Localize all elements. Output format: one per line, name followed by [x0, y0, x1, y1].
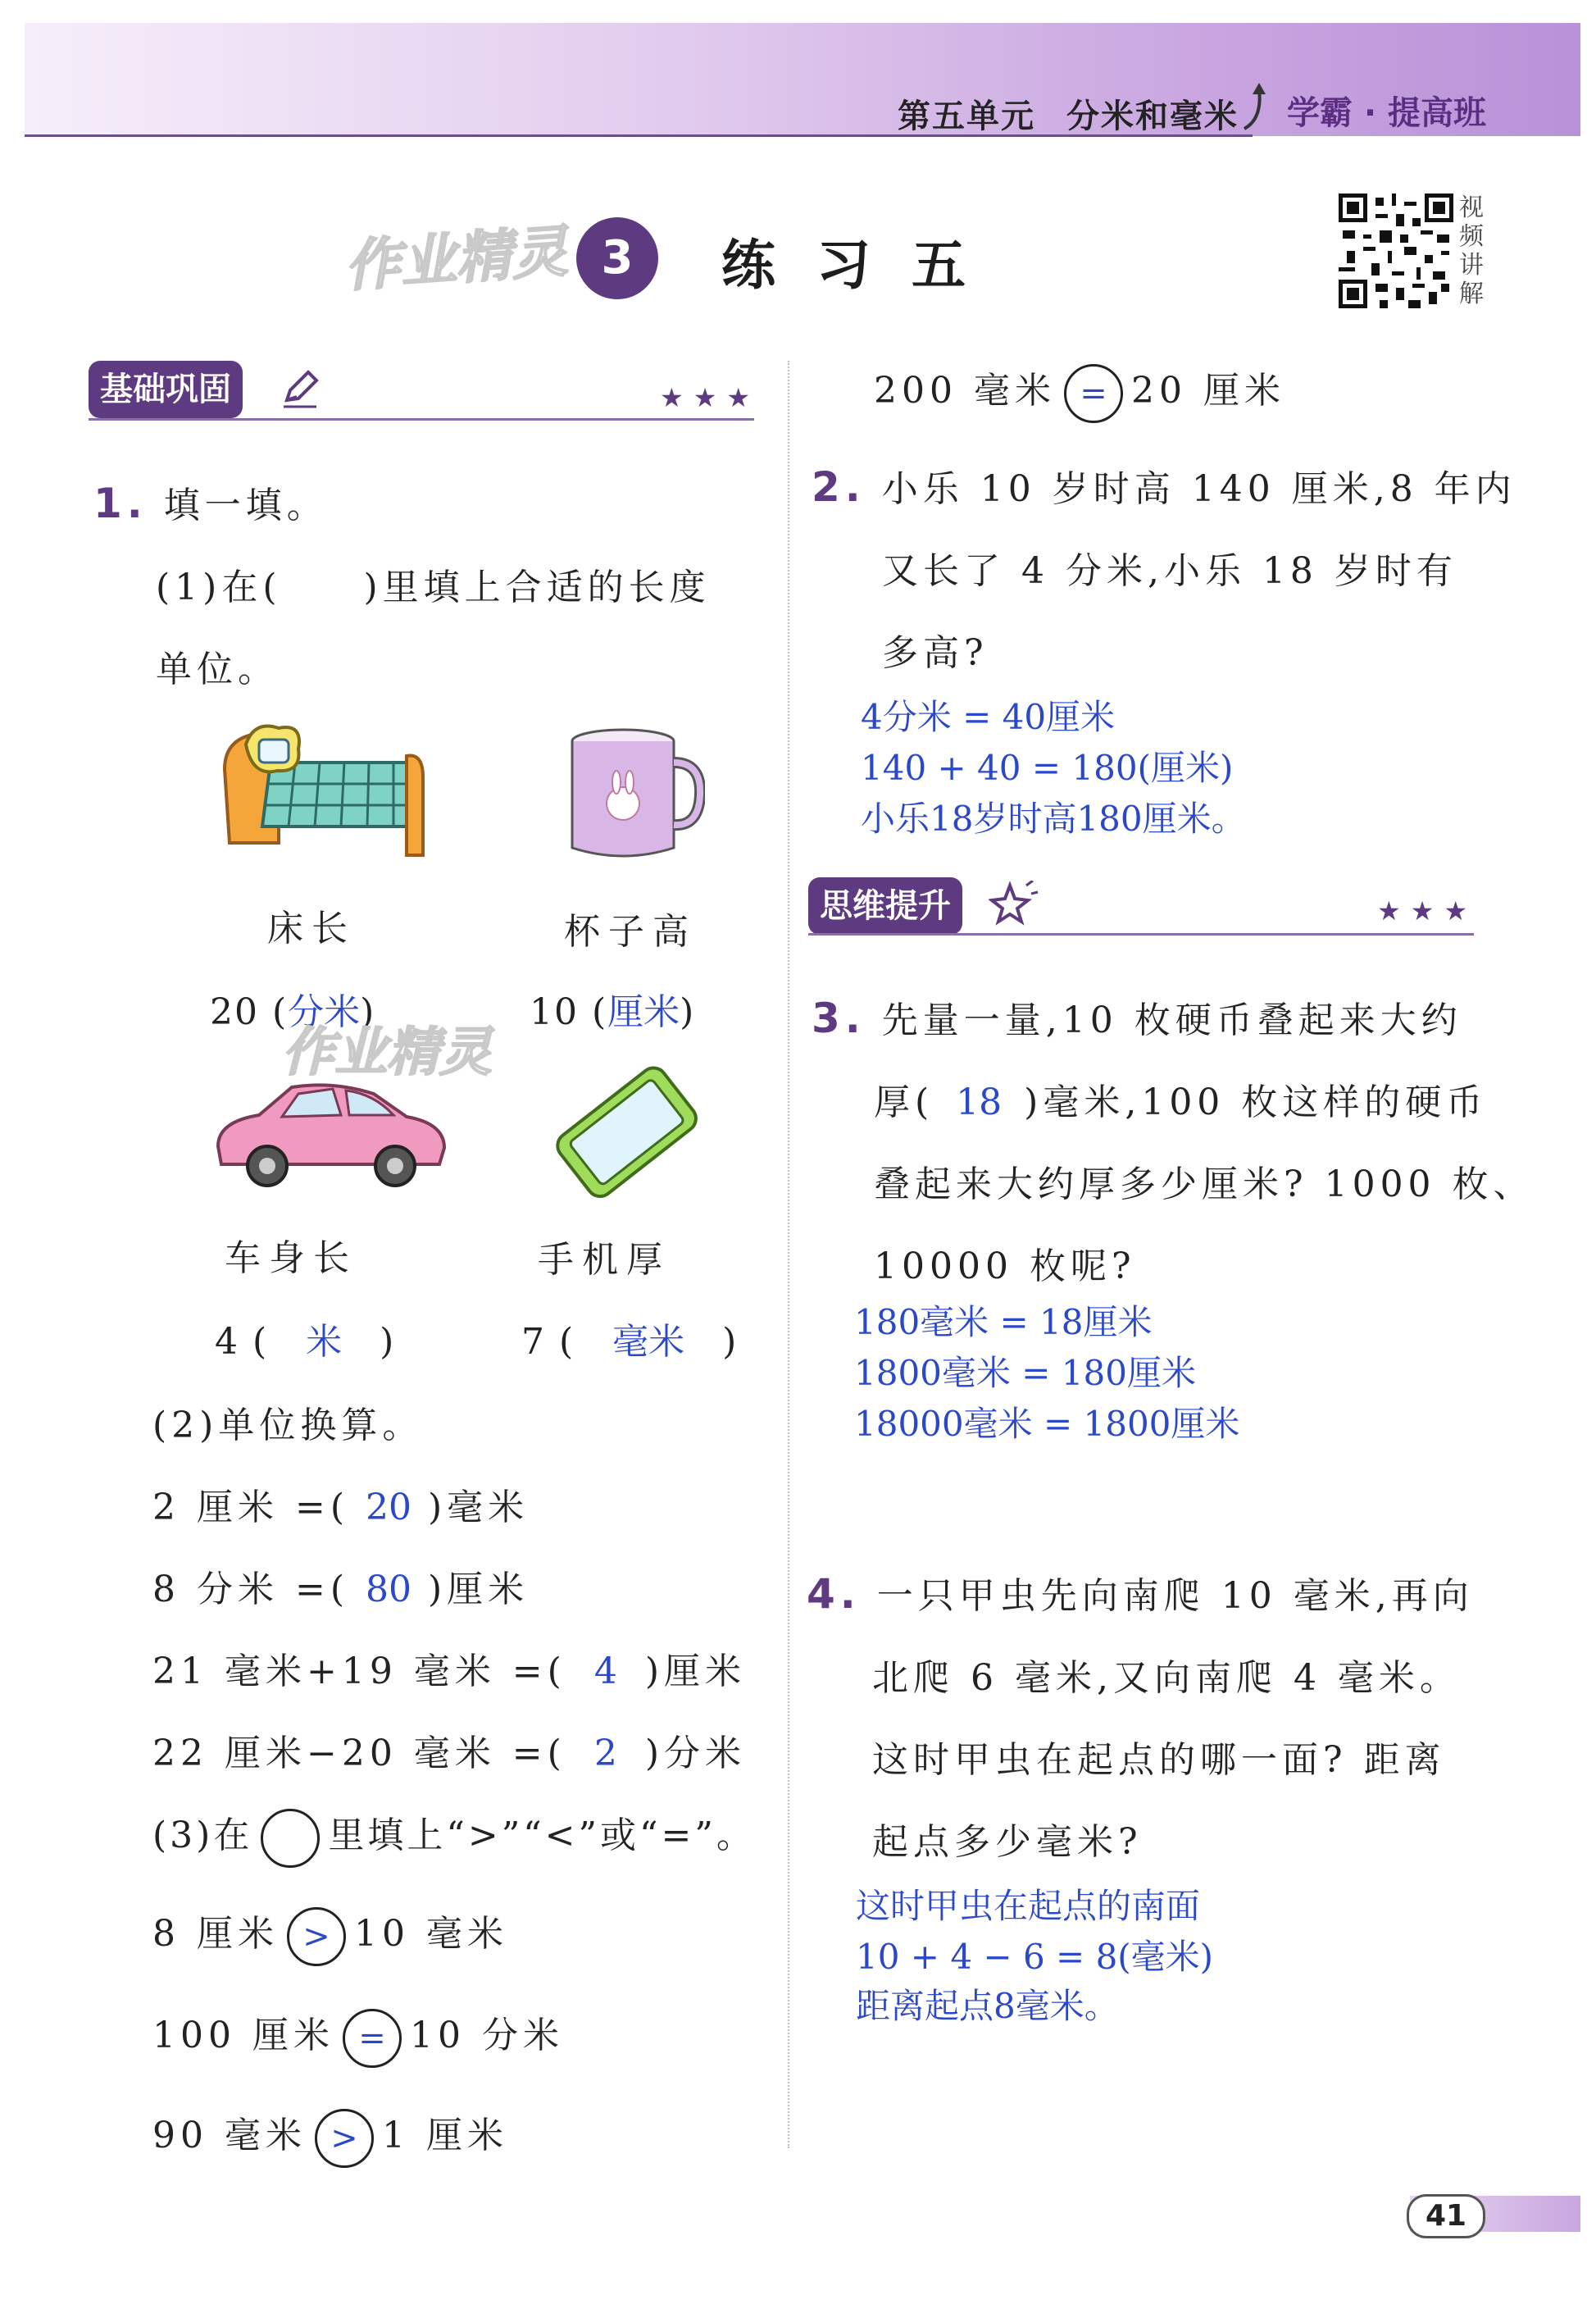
blank-circle [261, 1809, 320, 1868]
question-text: 小乐 10 岁时高 140 厘米,8 年内 [881, 468, 1516, 510]
q1-part2-heading: (2)单位换算。 [152, 1405, 424, 1446]
q1-part3-heading [152, 1805, 756, 1868]
item-value: 4 [215, 1321, 239, 1363]
q1-part1-line1: (1)在( )里填上合适的长度 [156, 567, 711, 608]
coin-thickness-answer: 18 [956, 1081, 1003, 1123]
question-3-line4: 10000 枚呢? [874, 1245, 1136, 1287]
section-basic-underline [89, 418, 754, 421]
question-3-line2 [874, 1072, 1487, 1125]
conversion-row [152, 1641, 746, 1694]
qr-code-icon [1339, 194, 1453, 308]
question-text: 先量一量,10 枚硬币叠起来大约 [881, 999, 1462, 1041]
line-post: )毫米,100 枚这样的硬币 [1024, 1081, 1488, 1123]
q2-answer-line: 4分米 = 40厘米 [861, 697, 1116, 737]
q4-answer-line: 10 + 4 − 6 = 8(毫米) [856, 1937, 1214, 1977]
question-2-line3: 多高? [882, 632, 989, 674]
sparkle-star-icon [989, 881, 1039, 930]
conversion-row [152, 1478, 529, 1530]
answer-cup: 10 (厘米) [530, 991, 696, 1033]
comparison-right: 20 厘米 [1130, 370, 1285, 412]
page-title: 练习五 [721, 234, 1007, 297]
item-answer: 米 [306, 1321, 343, 1363]
comparison-row [152, 1904, 508, 1966]
conversion-right: )毫米 [428, 1487, 530, 1528]
pencil-icon [279, 367, 321, 410]
watermark: 作业精灵 [342, 219, 570, 300]
conversion-left: 22 厘米−20 毫米 =( [152, 1733, 566, 1774]
conversion-answer: 4 [593, 1651, 617, 1692]
conversion-left: 21 毫米+19 毫米 =( [152, 1651, 566, 1692]
brand-arrow-icon [1238, 78, 1274, 135]
comparison-right: 1 厘米 [381, 2115, 508, 2156]
comparison-sign: > [315, 2109, 374, 2168]
q3-answer-line: 18000毫米 = 1800厘米 [854, 1404, 1240, 1444]
item-answer: 毫米 [612, 1321, 685, 1363]
qr-video-label: 视频讲解 [1459, 194, 1484, 308]
question-text: 一只甲虫先向南爬 10 毫米,再向 [876, 1575, 1474, 1617]
caption-phone-thickness: 手机厚 [538, 1239, 671, 1281]
item-value: 20 [210, 991, 259, 1033]
question-text: 填一填。 [163, 485, 328, 526]
mug-image [566, 725, 705, 864]
question-number: 1. [93, 480, 148, 527]
conversion-row [152, 1560, 529, 1612]
conversion-left: 8 分米 =( [152, 1569, 349, 1610]
conversion-answer: 20 [366, 1487, 412, 1528]
q3-answer-line: 1800毫米 = 180厘米 [854, 1353, 1196, 1393]
caption-bed-length: 床长 [267, 908, 356, 949]
question-number: 3. [812, 995, 866, 1042]
q1-part1-line2: 单位。 [156, 649, 279, 690]
caption-car-length: 车身长 [225, 1237, 357, 1279]
conversion-right: )厘米 [428, 1569, 530, 1610]
question-4-line4: 起点多少毫米? [872, 1821, 1143, 1863]
comparison-sign: = [343, 2009, 402, 2068]
comparison-row [152, 2006, 564, 2068]
q2-answer-line: 140 + 40 = 180(厘米) [861, 748, 1234, 788]
item-answer: 厘米 [607, 991, 680, 1033]
conversion-right: )厘米 [644, 1651, 747, 1692]
unit-title: 分米和毫米 [1066, 98, 1239, 135]
line-pre: 厚( [874, 1081, 934, 1123]
question-4-line1 [807, 1566, 1474, 1619]
conversion-answer: 80 [366, 1569, 412, 1610]
bed-image [213, 720, 426, 859]
question-number: 2. [812, 463, 866, 511]
comparison-sign: = [1064, 364, 1123, 423]
conversion-answer: 2 [593, 1733, 617, 1774]
q2-answer-line: 小乐18岁时高180厘米。 [861, 799, 1246, 839]
answer-phone: 7 ( 毫米 ) [521, 1321, 739, 1363]
question-1-stem [93, 476, 328, 528]
comparison-left: 8 厘米 [152, 1913, 279, 1955]
part3-post: 里填上“>”“<”或“=”。 [328, 1815, 756, 1856]
question-4-line3: 这时甲虫在起点的哪一面? 距离 [872, 1739, 1446, 1781]
header-brand: 学霸 · 提高班 [1287, 94, 1487, 132]
item-value: 10 [530, 991, 579, 1033]
answer-car: 4 ( 米 ) [215, 1321, 396, 1363]
section-basic-label: 基础巩固 [100, 371, 231, 408]
question-2-line2: 又长了 4 分米,小乐 18 岁时有 [882, 550, 1457, 592]
comparison-row [152, 2106, 508, 2168]
answer-bed: 20 (分米) [210, 991, 376, 1033]
conversion-row [152, 1723, 746, 1776]
section-thinking-underline [808, 933, 1474, 936]
difficulty-stars: ★★★ [1377, 895, 1478, 927]
column-divider [788, 361, 789, 2148]
car-image [210, 1069, 448, 1192]
question-3-line3: 叠起来大约厚多少厘米? 1000 枚、 [874, 1163, 1535, 1205]
header-unit [898, 90, 1239, 137]
comparison-right: 10 毫米 [353, 1913, 508, 1955]
conversion-left: 2 厘米 =( [152, 1487, 349, 1528]
caption-cup-height: 杯子高 [564, 911, 697, 953]
question-4-line2: 北爬 6 毫米,又向南爬 4 毫米。 [872, 1657, 1461, 1699]
watermark: 作业精灵 [282, 1022, 492, 1083]
comparison-sign: > [287, 1907, 346, 1966]
section-thinking-label: 思维提升 [820, 887, 951, 925]
unit-label: 第五单元 [898, 98, 1035, 135]
comparison-right: 10 分米 [409, 2015, 564, 2056]
question-number: 4. [807, 1570, 861, 1618]
q4-answer-line: 这时甲虫在起点的南面 [856, 1886, 1201, 1926]
phone-image [544, 1058, 708, 1205]
difficulty-stars: ★★★ [660, 382, 761, 413]
comparison-left: 90 毫米 [152, 2115, 307, 2156]
q3-answer-line: 180毫米 = 18厘米 [854, 1302, 1153, 1342]
question-2-line1 [812, 459, 1516, 512]
conversion-right: )分米 [644, 1733, 747, 1774]
item-answer: 分米 [288, 991, 361, 1033]
question-3-line1 [812, 990, 1462, 1043]
item-value: 7 [521, 1321, 546, 1363]
q4-answer-line: 距离起点8毫米。 [856, 1986, 1119, 2026]
comparison-left: 200 毫米 [874, 370, 1056, 412]
section-thinking-tab [808, 877, 962, 935]
page-number: 41 [1407, 2194, 1485, 2238]
part3-pre: (3)在 [152, 1815, 253, 1856]
comparison-left: 100 厘米 [152, 2015, 334, 2056]
section-basic-tab [89, 361, 243, 418]
comparison-row [874, 361, 1285, 423]
lesson-number-badge: 3 [576, 217, 658, 299]
